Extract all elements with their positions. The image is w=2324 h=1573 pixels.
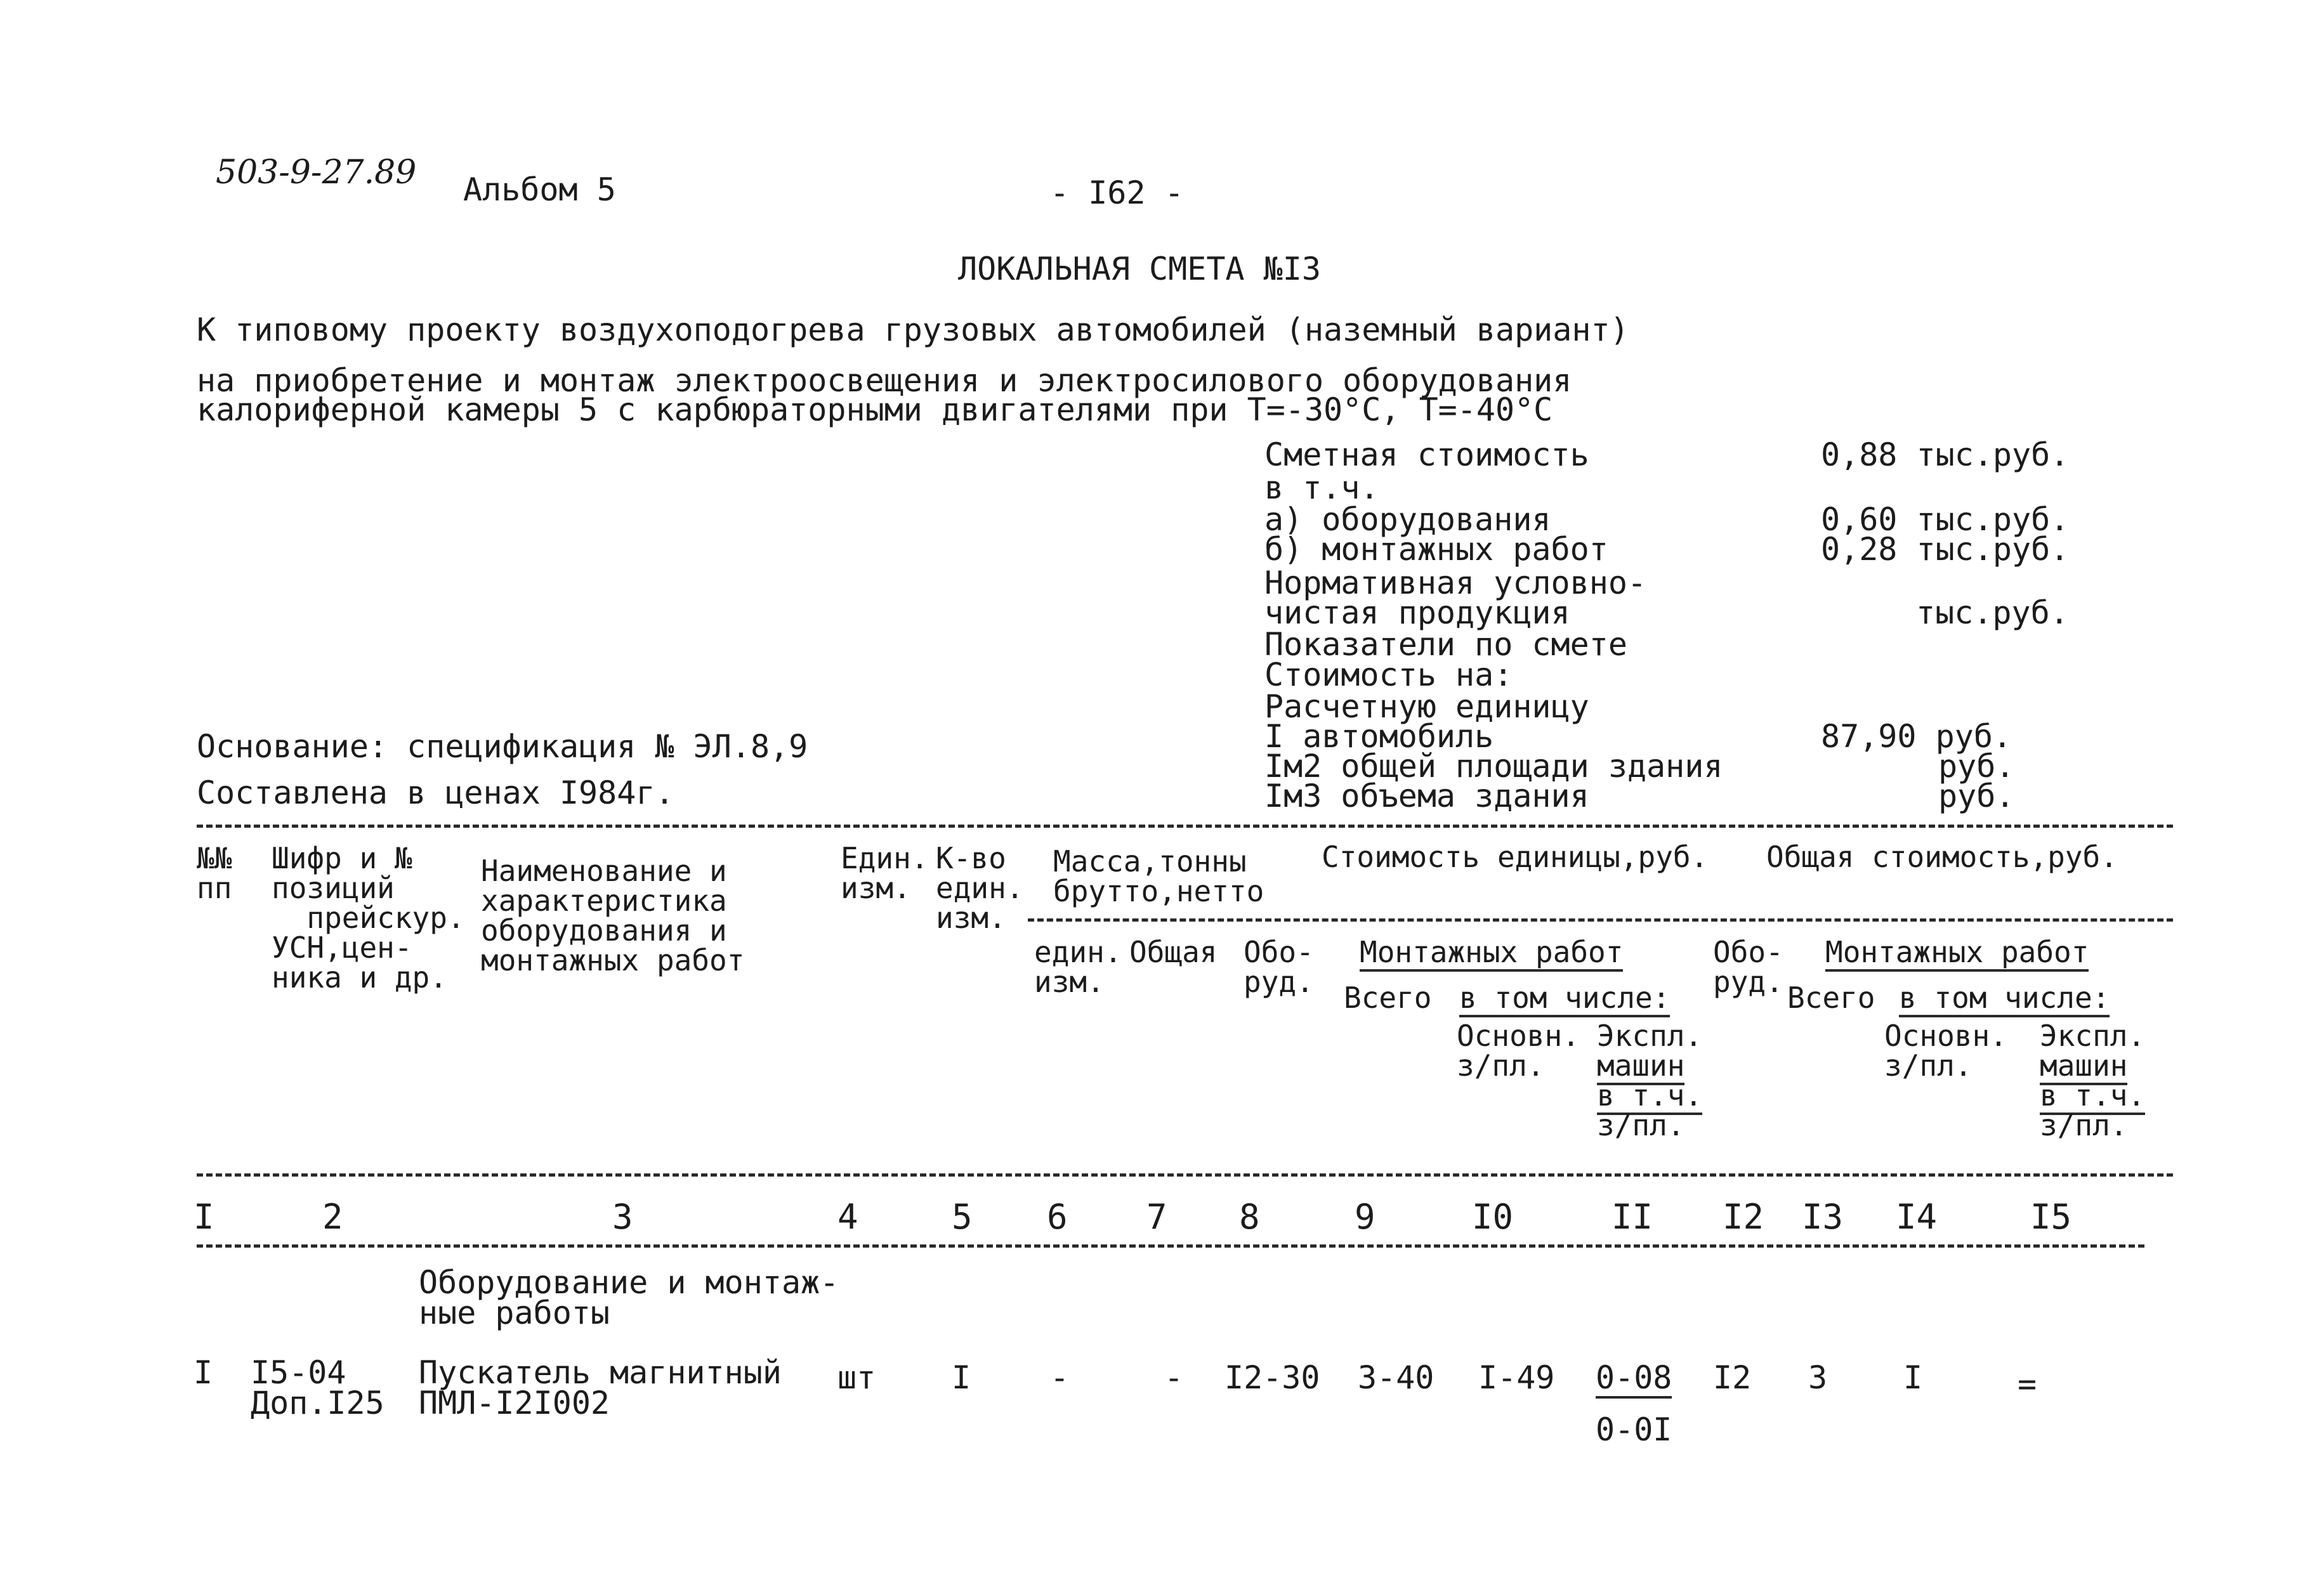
column-number: I0 bbox=[1472, 1197, 1514, 1237]
column-number: I4 bbox=[1896, 1197, 1938, 1237]
summary-label: I автомобиль bbox=[1264, 718, 1494, 755]
summary-label: чистая продукция bbox=[1264, 594, 1570, 631]
header-mid-rule bbox=[1028, 918, 2173, 922]
summary-value: 0,60 тыс.руб. bbox=[1821, 501, 2070, 538]
row-mass-unit: - bbox=[1050, 1359, 1070, 1396]
summary-label: Показатели по смете bbox=[1264, 626, 1627, 663]
col-header-total-cost: Общая стоимость,руб. bbox=[1766, 840, 2118, 874]
column-number: I2 bbox=[1723, 1197, 1764, 1237]
row-mass-total: - bbox=[1164, 1359, 1184, 1396]
row-base-pay-total: I bbox=[1903, 1359, 1923, 1396]
summary-value: тыс.руб. bbox=[1916, 594, 2069, 631]
col-header-mont-2: Монтажных работ bbox=[1825, 937, 2089, 967]
summary-label: а) оборудования bbox=[1264, 501, 1551, 538]
summary-value: руб. bbox=[1938, 778, 2015, 814]
col-header-vsego-1: Всего bbox=[1344, 981, 1432, 1015]
col-header-name: Наименование и характеристика оборудования и монтажных работ bbox=[481, 854, 745, 977]
header-top-rule bbox=[197, 825, 2173, 828]
summary-value: 87,90 руб. bbox=[1821, 718, 2012, 755]
col-header-unit: Един. изм. bbox=[841, 841, 929, 905]
summary-label: в т.ч. bbox=[1264, 469, 1379, 506]
album-label: Альбом 5 bbox=[463, 171, 616, 208]
col-header-vtch-2: в том числе: bbox=[1899, 983, 2110, 1013]
column-number: I5 bbox=[2030, 1197, 2072, 1237]
col-header-zp-1: з/пл. bbox=[1597, 1108, 1685, 1142]
summary-label: Нормативная условно- bbox=[1264, 565, 1647, 601]
row-mach: 0-08 bbox=[1596, 1362, 1672, 1393]
summary-value: 0,88 тыс.руб. bbox=[1821, 436, 2070, 473]
col-header-vtch-1: в том числе: bbox=[1459, 983, 1670, 1013]
col-header-eksp-2: Экспл. bbox=[2040, 1019, 2146, 1053]
col-header-number: №№ пп bbox=[197, 841, 232, 905]
row-mach-pay: 0-0I bbox=[1596, 1411, 1672, 1448]
column-number: 6 bbox=[1047, 1197, 1068, 1237]
summary-label: Сметная стоимость bbox=[1264, 436, 1589, 473]
col-header-osn-1: Основн. з/пл. bbox=[1457, 1019, 1580, 1083]
summary-label: Стоимость на: bbox=[1264, 656, 1513, 693]
col-header-vt-2: в т.ч. bbox=[2040, 1081, 2145, 1111]
prices-text: Составлена в ценах I984г. bbox=[197, 774, 674, 811]
col-header-eksp-1: Экспл. bbox=[1597, 1019, 1703, 1053]
row-equip-total: I2 bbox=[1713, 1359, 1752, 1396]
column-number: 9 bbox=[1355, 1197, 1375, 1237]
row-unit: шт bbox=[837, 1359, 876, 1396]
column-number: I bbox=[194, 1197, 214, 1237]
row-mont-cost: 3-40 bbox=[1358, 1359, 1434, 1396]
column-number: 4 bbox=[837, 1197, 858, 1237]
column-number: 5 bbox=[952, 1197, 973, 1237]
column-number: 2 bbox=[322, 1197, 343, 1237]
row-base-pay: I-49 bbox=[1478, 1359, 1555, 1396]
summary-label: Расчетную единицу bbox=[1264, 688, 1589, 725]
section-title: Оборудование и монтаж- ные работы bbox=[419, 1264, 839, 1331]
column-number: I3 bbox=[1802, 1197, 1844, 1237]
col-header-equip-2: Обо- руд. bbox=[1713, 935, 1783, 999]
subtitle-line-2: на приобретение и монтаж электроосвещения и электросилового оборудования bbox=[197, 362, 1572, 399]
row-name: Пускатель магнитный ПМЛ-I2I002 bbox=[419, 1354, 782, 1421]
summary-label: Iм2 общей площади здания bbox=[1264, 748, 1723, 785]
row-code: I5-04 Доп.I25 bbox=[251, 1354, 384, 1421]
summary-label: б) монтажных работ bbox=[1264, 531, 1608, 568]
document-title: ЛОКАЛЬНАЯ СМЕТА №I3 bbox=[958, 251, 1321, 287]
basis-text: Основание: спецификация № ЭЛ.8,9 bbox=[197, 728, 808, 765]
col-header-unit-cost: Стоимость единицы,руб. bbox=[1322, 840, 1709, 874]
col-header-mass-unit: един. изм. bbox=[1034, 935, 1122, 999]
column-number: II bbox=[1612, 1197, 1653, 1237]
subtitle-line-3: калориферной камеры 5 с карбюраторными двигателями при Т=-30°С, Т=-40°С bbox=[197, 391, 1553, 428]
col-header-vsego-2: Всего bbox=[1787, 981, 1875, 1015]
summary-value: 0,28 тыс.руб. bbox=[1821, 531, 2070, 568]
col-header-vt-1: в т.ч. bbox=[1597, 1081, 1702, 1111]
col-header-mass-total: Общая bbox=[1129, 935, 1218, 969]
col-header-zp-2: з/пл. bbox=[2040, 1108, 2128, 1142]
column-numbers-rule bbox=[197, 1244, 2144, 1248]
col-header-mash-2: машин bbox=[2040, 1051, 2127, 1081]
col-header-equip: Обо- руд. bbox=[1244, 935, 1314, 999]
header-bottom-rule bbox=[197, 1173, 2173, 1177]
column-number: 8 bbox=[1239, 1197, 1260, 1237]
column-number: 7 bbox=[1146, 1197, 1167, 1237]
row-number: I bbox=[194, 1354, 213, 1391]
subtitle-line-1: К типовому проекту воздухоподогрева грузовых автомобилей (наземный вариант) bbox=[197, 311, 1629, 348]
row-mach-total: = bbox=[2018, 1366, 2037, 1402]
page-number: - I62 - bbox=[1050, 174, 1184, 211]
summary-value: руб. bbox=[1938, 748, 2015, 785]
row-equip-cost: I2-30 bbox=[1224, 1359, 1320, 1396]
col-header-mass: Масса,тонны брутто,нетто bbox=[1053, 844, 1264, 908]
summary-label: Iм3 объема здания bbox=[1264, 778, 1589, 814]
col-header-code: Шифр и № позиций прейскур. УСН,цен- ника и др. bbox=[272, 841, 465, 995]
handwritten-code: 503-9-27.89 bbox=[216, 153, 417, 192]
row-mont-total: 3 bbox=[1808, 1359, 1828, 1396]
row-qty: I bbox=[952, 1359, 971, 1396]
col-header-osn-2: Основн. з/пл. bbox=[1884, 1019, 2007, 1083]
col-header-mash-1: машин bbox=[1597, 1051, 1684, 1081]
col-header-qty: К-во един. изм. bbox=[936, 841, 1024, 935]
col-header-mont-1: Монтажных работ bbox=[1360, 937, 1623, 967]
column-number: 3 bbox=[612, 1197, 633, 1237]
